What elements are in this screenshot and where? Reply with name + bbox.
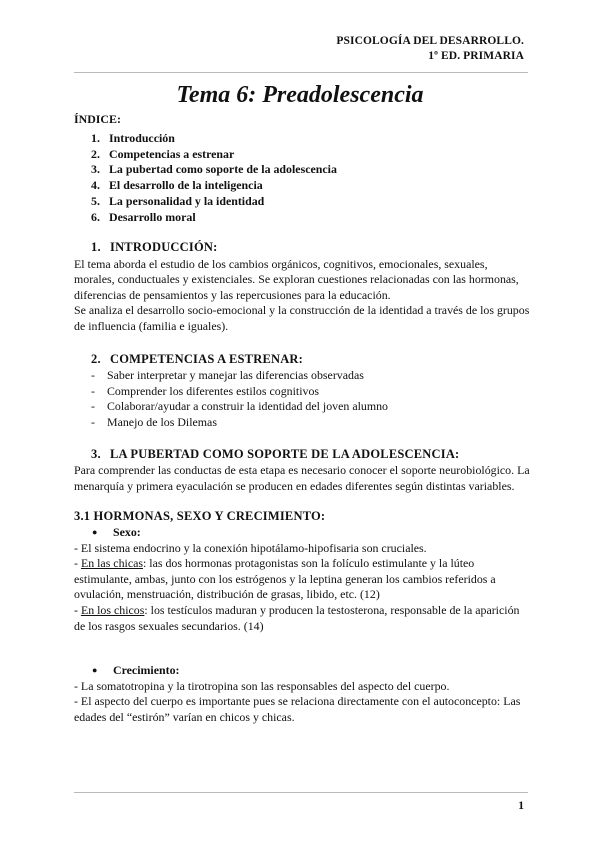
section-heading-introduccion: [91, 240, 530, 256]
toc-number: 4.: [91, 178, 100, 193]
page-title: Tema 6: Preadolescencia: [176, 82, 424, 108]
toc-label: La pubertad como soporte de la adolescencia: [109, 162, 337, 177]
dash-prefix: -: [74, 556, 81, 571]
header-degree: 1º ED. PRIMARIA: [428, 50, 524, 62]
section-heading-competencias: [91, 352, 530, 368]
header-course: PSICOLOGÍA DEL DESARROLLO.: [336, 35, 524, 47]
section-title: COMPETENCIAS A ESTRENAR:: [110, 351, 304, 366]
list-item: [74, 384, 530, 400]
subsection-heading-hormonas: 3.1 HORMONAS, SEXO Y CRECIMIENTO:: [74, 509, 326, 524]
section-title: INTRODUCCIÓN:: [110, 240, 218, 255]
intro-paragraph-1: El tema aborda el estudio de los cambios orgánicos, cognitivos, emocionales, sexuales, morales, conductuales y existenciales. Se exploran cuestiones relacionadas con las hormonas, diferencias de pensamientos y las repercusiones para la educación.: [74, 256, 519, 302]
bullet-crecimiento: [92, 663, 530, 679]
dash-marker: -: [91, 368, 95, 383]
list-item-text: Manejo de los Dilemas: [107, 414, 217, 429]
toc-number: 6.: [91, 210, 100, 225]
toc-number: 3.: [91, 162, 100, 177]
crecimiento-line-2: - El aspecto del cuerpo es importante pues se relaciona directamente con el autoconcepto: Las edades del “estirón” varían en chicos y chicas.: [74, 694, 521, 724]
toc-number: 2.: [91, 146, 100, 161]
section-title: LA PUBERTAD COMO SOPORTE DE LA ADOLESCENCIA:: [110, 446, 460, 461]
pubertad-paragraph: Para comprender las conductas de esta etapa es necesario conocer el soporte neurobiológico. La menarquía y primera eyaculación se producen en edades diferentes según distintas variables.: [74, 463, 530, 493]
document-header: [336, 34, 524, 64]
dash-marker: -: [91, 383, 95, 398]
crecimiento-line-1: - La somatotropina y la tirotropina son las responsables del aspecto del cuerpo.: [74, 678, 450, 693]
toc-label: El desarrollo de la inteligencia: [109, 178, 263, 193]
toc-item: [74, 194, 530, 210]
toc-label: Introducción: [109, 130, 175, 145]
list-item-text: Saber interpretar y manejar las diferencias observadas: [107, 368, 364, 383]
toc-item: [74, 147, 530, 163]
bullet-sexo: [92, 525, 530, 541]
page-number: 1: [518, 800, 524, 812]
toc-label: La personalidad y la identidad: [109, 194, 265, 209]
section-heading-pubertad: [91, 447, 530, 463]
toc-label: Desarrollo moral: [109, 210, 196, 225]
intro-paragraph-2: Se analiza el desarrollo socio-emocional y la construcción de la identidad a través de los grupos de influencia (familia e iguales).: [74, 303, 530, 333]
sexo-chicos-paragraph: [74, 603, 530, 634]
list-item-text: Colaborar/ayudar a construir la identidad del joven alumno: [107, 399, 388, 414]
table-of-contents: [74, 131, 530, 226]
bullet-icon: ●: [92, 665, 98, 676]
dash-prefix: -: [74, 602, 81, 617]
toc-item: [74, 131, 530, 147]
sexo-chicas-paragraph: [74, 556, 530, 603]
footer-divider: [74, 792, 528, 793]
sexo-line-endocrino: - El sistema endocrino y la conexión hipotálamo-hipofisaria son cruciales.: [74, 540, 427, 555]
list-item-text: Comprender los diferentes estilos cognitivos: [107, 383, 320, 398]
toc-number: 1.: [91, 130, 100, 145]
list-item: [74, 399, 530, 415]
toc-item: [74, 178, 530, 194]
chicas-text: : las dos hormonas protagonistas son la folículo estimulante y la lúteo estimulante, ambas, junto con los estrógenos y la leptina generan los cambios referidos a ovulación, menstruación, distribución de grasas, libido, etc. (12): [74, 556, 496, 602]
list-item: [74, 368, 530, 384]
index-heading: ÍNDICE:: [74, 112, 121, 126]
section-number: 1.: [91, 240, 101, 255]
dash-marker: -: [91, 414, 95, 429]
bullet-label: Crecimiento:: [113, 663, 180, 678]
competencias-list: [74, 368, 530, 430]
header-divider: [74, 72, 528, 73]
bullet-label: Sexo:: [113, 524, 141, 539]
toc-item: [74, 210, 530, 226]
toc-number: 5.: [91, 194, 100, 209]
chicos-label: En los chicos: [80, 602, 145, 617]
list-item: [74, 415, 530, 431]
chicas-label: En las chicas: [80, 556, 144, 571]
spacer: [74, 634, 530, 663]
toc-item: [74, 162, 530, 178]
toc-label: Competencias a estrenar: [109, 146, 235, 161]
section-number: 2.: [91, 351, 101, 366]
document-body: [74, 112, 530, 725]
section-number: 3.: [91, 446, 101, 461]
chicos-text: : los testículos maduran y producen la testosterona, responsable de la aparición de los rasgos sexuales secundarios. (14): [74, 602, 520, 633]
dash-marker: -: [91, 399, 95, 414]
bullet-icon: ●: [92, 526, 98, 537]
